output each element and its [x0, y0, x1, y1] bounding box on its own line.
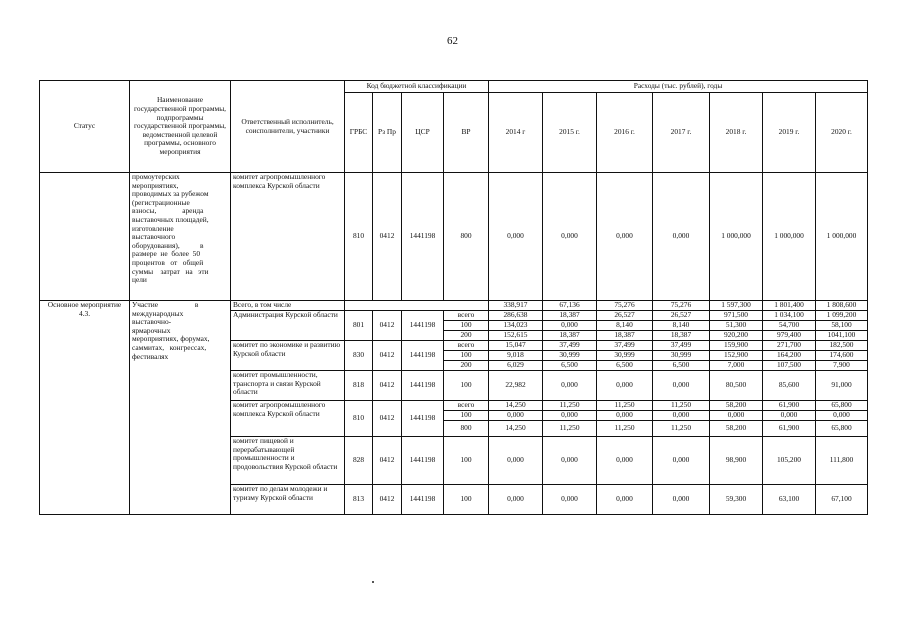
event-name: Участие в международных выставочно- ярмарочных мероприятиях, форумах, саммитах, конгрессах, фестивалях: [130, 301, 231, 515]
value-cell: 1041,100: [816, 331, 868, 341]
value-cell: 0,000: [597, 371, 653, 401]
csr-cell: 1441198: [402, 401, 444, 437]
header-year: 2019 г.: [763, 93, 816, 173]
value-cell: 1 099,200: [816, 311, 868, 321]
value-cell: 98,900: [710, 437, 763, 485]
header-rzpr: Рз Пр: [373, 93, 402, 173]
value-cell: 6,500: [543, 361, 597, 371]
value-cell: 0,000: [543, 173, 597, 301]
vr-cell: 100: [444, 351, 489, 361]
rzpr-cell: 0412: [373, 371, 402, 401]
scan-speck: [372, 581, 374, 583]
value-cell: 105,200: [763, 437, 816, 485]
value-cell: 18,387: [543, 311, 597, 321]
continuation-name: промоутерских мероприятиях, проводимых за рубежом (регистрационные взносы, аренда выставочных площадей, изготовление выставочного оборудования), в размере не более 50 процентов от общей суммы затрат на эти цели: [130, 173, 231, 301]
value-cell: 0,000: [597, 485, 653, 515]
value-cell: 7,900: [816, 361, 868, 371]
continuation-row: [40, 173, 868, 301]
header-year: 2018 г.: [710, 93, 763, 173]
value-cell: 1 808,600: [816, 301, 868, 311]
grbs-cell: 818: [345, 371, 373, 401]
status-cell-empty: [40, 173, 130, 301]
value-cell: 0,000: [543, 321, 597, 331]
value-cell: 11,250: [597, 421, 653, 437]
budget-table: [39, 80, 868, 515]
header-row-1: [40, 81, 868, 93]
header-grbs: ГРБС: [345, 93, 373, 173]
rzpr-cell: 0412: [373, 311, 402, 341]
value-cell: 0,000: [543, 371, 597, 401]
grbs-cell: 830: [345, 341, 373, 371]
header-executor: Ответственный исполнитель, соисполнители, участники: [231, 81, 345, 173]
value-cell: 0,000: [489, 411, 543, 421]
header-budget-code: Код бюджетной классификации: [345, 81, 489, 93]
value-cell: 338,917: [489, 301, 543, 311]
value-cell: 11,250: [597, 401, 653, 411]
event-status: Основное мероприятие 4.3.: [40, 301, 130, 515]
vr-cell: 100: [444, 321, 489, 331]
value-cell: 63,100: [763, 485, 816, 515]
value-cell: 8,140: [597, 321, 653, 331]
csr-cell: 1441198: [402, 341, 444, 371]
csr-cell: 1441198: [402, 485, 444, 515]
value-cell: 1 000,000: [763, 173, 816, 301]
value-cell: 1 000,000: [816, 173, 868, 301]
value-cell: 65,800: [816, 401, 868, 411]
csr-cell: 1441198: [402, 173, 444, 301]
value-cell: 0,000: [489, 437, 543, 485]
value-cell: 67,136: [543, 301, 597, 311]
budget-table-sheet: [39, 80, 868, 515]
value-cell: 30,999: [543, 351, 597, 361]
vr-cell: всего: [444, 341, 489, 351]
value-cell: 22,982: [489, 371, 543, 401]
value-cell: 30,999: [653, 351, 710, 361]
value-cell: 152,615: [489, 331, 543, 341]
value-cell: 1 000,000: [710, 173, 763, 301]
value-cell: 85,600: [763, 371, 816, 401]
value-cell: 0,000: [653, 437, 710, 485]
csr-cell: 1441198: [402, 437, 444, 485]
value-cell: 1 801,400: [763, 301, 816, 311]
rzpr-cell: 0412: [373, 485, 402, 515]
rzpr-cell: 0412: [373, 341, 402, 371]
value-cell: 6,500: [597, 361, 653, 371]
vr-cell: 100: [444, 485, 489, 515]
food-executor: комитет пищевой и перерабатывающей промышленности и продовольствия Курской области: [231, 437, 345, 485]
value-cell: 91,000: [816, 371, 868, 401]
value-cell: 0,000: [597, 173, 653, 301]
value-cell: 14,250: [489, 421, 543, 437]
header-status: Статус: [40, 81, 130, 173]
continuation-executor: комитет агропромышленного комплекса Курской области: [231, 173, 345, 301]
value-cell: 107,500: [763, 361, 816, 371]
vr-cell: 100: [444, 371, 489, 401]
value-cell: 0,000: [489, 485, 543, 515]
value-cell: 920,200: [710, 331, 763, 341]
value-cell: 26,527: [597, 311, 653, 321]
value-cell: 0,000: [489, 173, 543, 301]
total-label: Всего, в том числе: [231, 301, 345, 311]
vr-cell: 800: [444, 421, 489, 437]
value-cell: 80,500: [710, 371, 763, 401]
value-cell: 58,100: [816, 321, 868, 331]
value-cell: 286,638: [489, 311, 543, 321]
header-year: 2020 г.: [816, 93, 868, 173]
value-cell: 18,387: [597, 331, 653, 341]
value-cell: 111,800: [816, 437, 868, 485]
value-cell: 9,018: [489, 351, 543, 361]
value-cell: 75,276: [653, 301, 710, 311]
value-cell: 971,500: [710, 311, 763, 321]
agro-executor: комитет агропромышленного комплекса Курской области: [231, 401, 345, 437]
value-cell: 14,250: [489, 401, 543, 411]
value-cell: 6,029: [489, 361, 543, 371]
value-cell: 8,140: [653, 321, 710, 331]
vr-cell: всего: [444, 311, 489, 321]
rzpr-cell: 0412: [373, 437, 402, 485]
value-cell: 0,000: [763, 411, 816, 421]
total-row: [40, 301, 868, 311]
value-cell: 61,900: [763, 421, 816, 437]
value-cell: 37,499: [543, 341, 597, 351]
vr-cell: всего: [444, 401, 489, 411]
value-cell: 1 597,300: [710, 301, 763, 311]
industry-executor: комитет промышленности, транспорта и связи Курской области: [231, 371, 345, 401]
value-cell: 18,387: [543, 331, 597, 341]
csr-cell: 1441198: [402, 371, 444, 401]
value-cell: 0,000: [597, 437, 653, 485]
value-cell: 7,000: [710, 361, 763, 371]
grbs-cell: 828: [345, 437, 373, 485]
value-cell: 11,250: [543, 421, 597, 437]
value-cell: 0,000: [543, 485, 597, 515]
header-year: 2015 г.: [543, 93, 597, 173]
youth-executor: комитет по делам молодежи и туризму Курской области: [231, 485, 345, 515]
grbs-cell: 801: [345, 311, 373, 341]
value-cell: 152,900: [710, 351, 763, 361]
vr-cell: 200: [444, 361, 489, 371]
value-cell: 37,499: [597, 341, 653, 351]
value-cell: 18,387: [653, 331, 710, 341]
page-number: 62: [447, 35, 458, 47]
value-cell: 15,047: [489, 341, 543, 351]
grbs-cell: 810: [345, 173, 373, 301]
grbs-cell: 810: [345, 401, 373, 437]
value-cell: 26,527: [653, 311, 710, 321]
value-cell: 0,000: [597, 411, 653, 421]
value-cell: 61,900: [763, 401, 816, 411]
header-expenses: Расходы (тыс. рублей), годы: [489, 81, 868, 93]
value-cell: 37,499: [653, 341, 710, 351]
value-cell: 979,400: [763, 331, 816, 341]
value-cell: 58,200: [710, 401, 763, 411]
csr-cell: 1441198: [402, 311, 444, 341]
value-cell: 11,250: [543, 401, 597, 411]
value-cell: 271,700: [763, 341, 816, 351]
header-year: 2014 г: [489, 93, 543, 173]
value-cell: 174,600: [816, 351, 868, 361]
value-cell: 164,200: [763, 351, 816, 361]
value-cell: 0,000: [543, 437, 597, 485]
vr-cell: 200: [444, 331, 489, 341]
value-cell: 182,500: [816, 341, 868, 351]
vr-cell: 100: [444, 411, 489, 421]
value-cell: 0,000: [816, 411, 868, 421]
value-cell: 0,000: [653, 411, 710, 421]
value-cell: 65,800: [816, 421, 868, 437]
value-cell: 30,999: [597, 351, 653, 361]
grbs-cell: 813: [345, 485, 373, 515]
value-cell: 67,100: [816, 485, 868, 515]
rzpr-cell: 0412: [373, 401, 402, 437]
value-cell: 0,000: [653, 485, 710, 515]
economy-executor: комитет по экономике и развитию Курской области: [231, 341, 345, 371]
header-year: 2017 г.: [653, 93, 710, 173]
value-cell: 75,276: [597, 301, 653, 311]
value-cell: 11,250: [653, 421, 710, 437]
value-cell: 11,250: [653, 401, 710, 411]
value-cell: 6,500: [653, 361, 710, 371]
total-code-empty: [345, 301, 489, 311]
header-name: Наименование государственной программы, подпрограммы государственной программы, ведомственной целевой программы, основного мероприятия: [130, 81, 231, 173]
header-csr: ЦСР: [402, 93, 444, 173]
value-cell: 0,000: [653, 371, 710, 401]
value-cell: 54,700: [763, 321, 816, 331]
header-vr: ВР: [444, 93, 489, 173]
value-cell: 159,900: [710, 341, 763, 351]
vr-cell: 800: [444, 173, 489, 301]
rzpr-cell: 0412: [373, 173, 402, 301]
vr-cell: 100: [444, 437, 489, 485]
value-cell: 134,023: [489, 321, 543, 331]
value-cell: 59,300: [710, 485, 763, 515]
value-cell: 0,000: [543, 411, 597, 421]
value-cell: 1 034,100: [763, 311, 816, 321]
header-year: 2016 г.: [597, 93, 653, 173]
value-cell: 51,300: [710, 321, 763, 331]
value-cell: 0,000: [710, 411, 763, 421]
value-cell: 58,200: [710, 421, 763, 437]
value-cell: 0,000: [653, 173, 710, 301]
admin-executor: Администрация Курской области: [231, 311, 345, 341]
